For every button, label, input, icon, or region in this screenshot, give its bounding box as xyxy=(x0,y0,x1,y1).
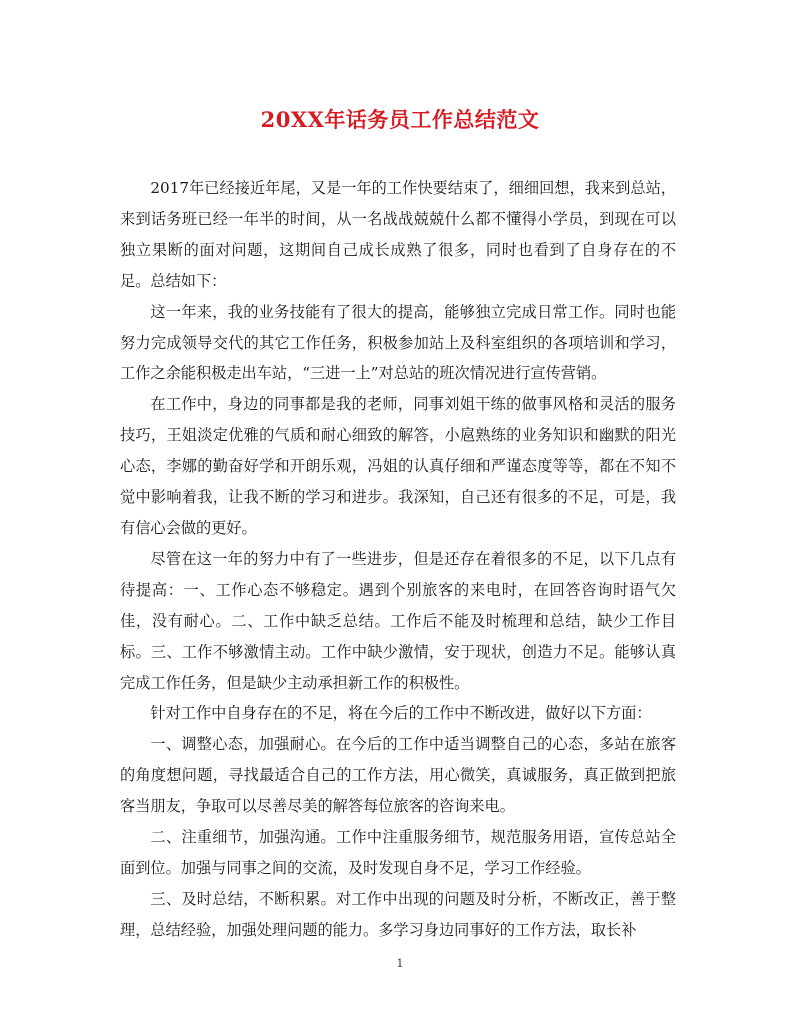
paragraph-colleagues: 在工作中，身边的同事都是我的老师，同事刘姐干练的做事风格和灵活的服务技巧，王姐淡定优雅的气质和耐心细致的解答，小扈熟练的业务知识和幽默的阳光心态，李娜的勤奋好学和开朗乐观，冯姐的认真仔细和严谨态度等等，都在不知不觉中影响着我，让我不断的学习和进步。我深知，自己还有很多的不足，可是，我有信心会做的更好。 xyxy=(120,395,676,537)
document-title: 20XX年话务员工作总结范文 xyxy=(260,107,540,132)
paragraph-shortcomings: 尽管在这一年的努力中有了一些进步，但是还存在着很多的不足，以下几点有待提高：一、工作心态不够稳定。遇到个别旅客的来电时，在回答咨询时语气欠佳，没有耐心。二、工作中缺乏总结。工作后不能及时梳理和总结，缺少工作目标。三、工作不够激情主动。工作中缺少激情，安于现状，创造力不足。能够认真完成工作任务，但是缺少主动承担新工作的积极性。 xyxy=(120,549,676,692)
paragraph-improvement-intro: 针对工作中自身存在的不足，将在今后的工作中不断改进，做好以下方面： xyxy=(150,704,652,723)
paragraph-intro: 2017年已经接近年尾，又是一年的工作快要结束了，细细回想，我来到总站，来到话务班已经一年半的时间，从一名战战兢兢什么都不懂得小学员，到现在可以独立果断的面对问题，这期间自己成长成熟了很多，同时也看到了自身存在的不足。总结如下： xyxy=(120,179,676,290)
document-body xyxy=(120,173,676,946)
page-number: 1 xyxy=(396,957,404,970)
paragraph-improvement-2: 二、注重细节，加强沟通。工作中注重服务细节，规范服务用语，宣传总站全面到位。加强与同事之间的交流，及时发现自身不足，学习工作经验。 xyxy=(120,828,676,877)
paragraph-skills: 这一年来，我的业务技能有了很大的提高，能够独立完成日常工作。同时也能努力完成领导交代的其它工作任务，积极参加站上及科室组织的各项培训和学习，工作之余能积极走出车站，“三进一上”对总站的班次情况进行宣传营销。 xyxy=(120,302,676,383)
paragraph-improvement-1: 一、调整心态，加强耐心。在今后的工作中适当调整自己的心态，多站在旅客的角度想问题，寻找最适合自己的工作方法，用心微笑，真诚服务，真正做到把旅客当朋友，争取可以尽善尽美的解答每位旅客的咨询来电。 xyxy=(120,735,676,816)
paragraph-improvement-3: 三、及时总结，不断积累。对工作中出现的问题及时分析，不断改正，善于整理，总结经验，加强处理问题的能力。多学习身边同事好的工作方法，取长补 xyxy=(120,889,676,939)
